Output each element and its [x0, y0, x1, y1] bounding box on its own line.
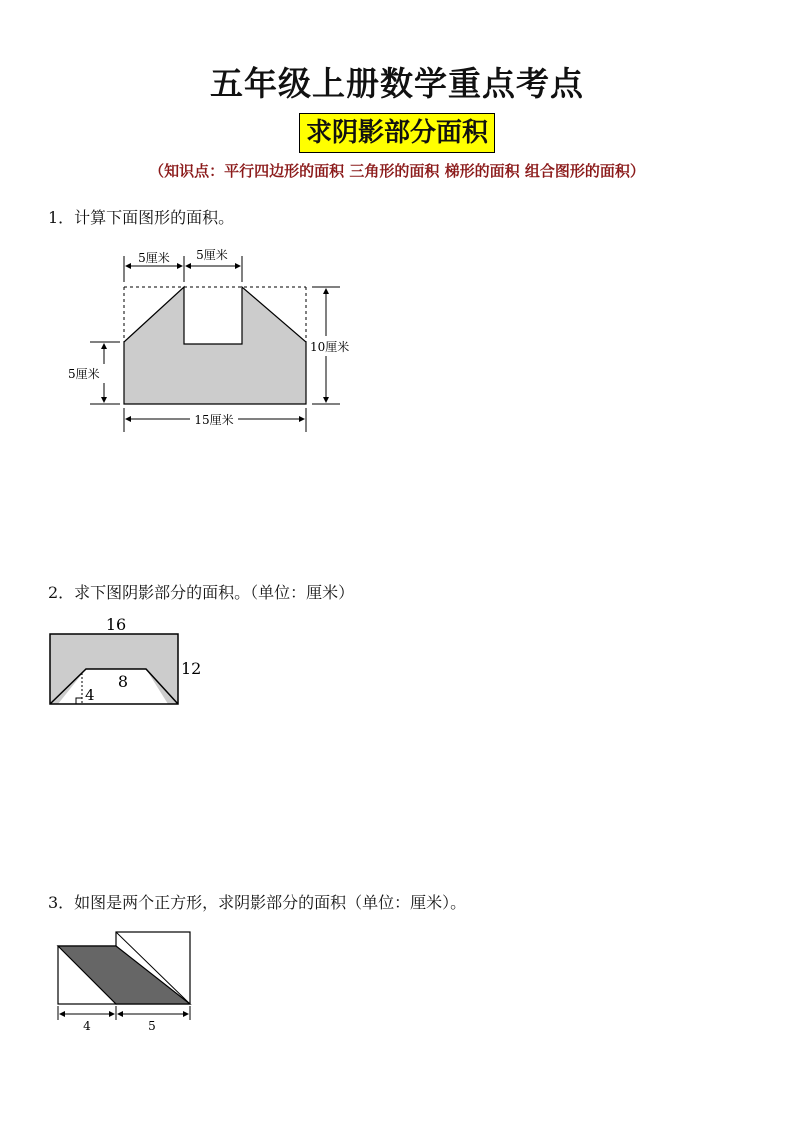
- arrowhead: [117, 1011, 123, 1017]
- arrowhead: [59, 1011, 65, 1017]
- arrowhead: [183, 1011, 189, 1017]
- label-left: 5厘米: [68, 367, 100, 381]
- label-right: 5: [148, 1019, 156, 1033]
- label-height: 4: [85, 686, 95, 704]
- label-top-left: 5厘米: [138, 251, 170, 265]
- label-top: 16: [105, 615, 127, 634]
- question-3-text: 3．如图是两个正方形，求阴影部分的面积（单位：厘米）。: [48, 893, 467, 912]
- label-left: 4: [83, 1019, 91, 1033]
- label-right: 10厘米: [310, 340, 350, 354]
- shaded-parallelogram: [58, 946, 190, 1004]
- label-bottom: 15厘米: [194, 413, 234, 427]
- arrowhead: [109, 1011, 115, 1017]
- page-title: 五年级上册数学重点考点: [210, 64, 584, 103]
- label-inner-top: 8: [117, 672, 129, 691]
- question-2-text: 2．求下图阴影部分的面积。（单位：厘米）: [48, 583, 355, 602]
- label-top-right: 5厘米: [196, 248, 228, 262]
- page-subtitle: 求阴影部分面积: [299, 113, 495, 153]
- knowledge-points: （知识点：平行四边形的面积 三角形的面积 梯形的面积 组合图形的面积）: [149, 162, 645, 180]
- question-1-text: 1．计算下面图形的面积。: [48, 208, 235, 227]
- label-right: 12: [181, 659, 202, 678]
